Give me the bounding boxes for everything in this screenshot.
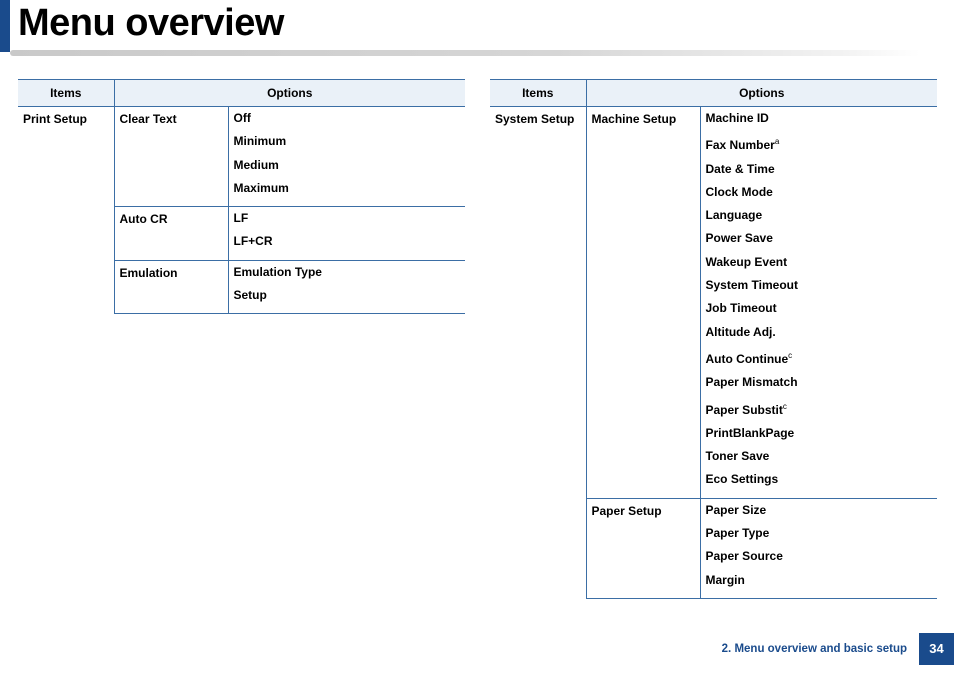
option: Clock Mode: [705, 184, 773, 199]
option: Power Save: [705, 231, 773, 246]
system-setup-table: [490, 79, 937, 599]
option: Margin: [705, 572, 745, 587]
table-row: [18, 107, 465, 207]
page-number: 34: [919, 633, 954, 665]
group-clear-text: Clear Text: [114, 107, 228, 207]
option: Paper Substit$^c$: [705, 401, 787, 417]
option: System Timeout: [705, 278, 798, 293]
option: Language: [705, 208, 763, 223]
option: Paper Mismatch: [705, 375, 798, 390]
option: LF+CR: [233, 234, 273, 249]
option: Job Timeout: [705, 301, 777, 316]
option: Paper Size: [705, 502, 767, 517]
header-items: Items: [490, 80, 586, 107]
option: Eco Settings: [705, 472, 779, 487]
table-row: [490, 107, 937, 499]
item-system-setup: System Setup: [495, 112, 575, 126]
option: Medium: [233, 157, 279, 172]
option: Toner Save: [705, 449, 770, 464]
print-setup-table: [18, 79, 465, 314]
item-print-setup: Print Setup: [23, 112, 88, 126]
header-options: Options: [586, 80, 937, 107]
options-paper-setup: [700, 498, 937, 598]
footnote-mark: c: [782, 401, 787, 411]
option: Emulation Type: [233, 264, 322, 279]
option: LF: [233, 211, 249, 226]
option: Paper Source: [705, 549, 783, 564]
option: Wakeup Event: [705, 254, 788, 269]
option: Paper Type: [705, 526, 770, 541]
footer-chapter-link[interactable]: 2. Menu overview and basic setup: [721, 643, 907, 655]
footnote-mark: c: [788, 350, 793, 360]
title-accent-bar: [0, 0, 10, 52]
title-underline: [10, 50, 920, 56]
option: Minimum: [233, 134, 287, 149]
group-emulation: Emulation: [114, 260, 228, 314]
footnote-mark: a: [774, 137, 780, 147]
header-items: Items: [18, 80, 114, 107]
options-clear-text: [228, 107, 465, 207]
header-options: Options: [114, 80, 465, 107]
group-paper-setup: Paper Setup: [586, 498, 700, 598]
option: Off: [233, 111, 251, 125]
page-title: Menu overview: [18, 2, 284, 44]
option: Altitude Adj.: [705, 324, 776, 339]
option: Fax Number$^a$: [705, 137, 780, 153]
option: Maximum: [233, 180, 289, 195]
option: Auto Continue$^c$: [705, 350, 793, 366]
option: PrintBlankPage: [705, 425, 795, 440]
options-machine-setup: [700, 107, 937, 499]
option: Machine ID: [705, 111, 769, 125]
options-auto-cr: [228, 207, 465, 261]
option: Setup: [233, 288, 267, 303]
option: Date & Time: [705, 161, 775, 176]
options-emulation: [228, 260, 465, 314]
group-machine-setup: Machine Setup: [586, 107, 700, 499]
group-auto-cr: Auto CR: [114, 207, 228, 261]
